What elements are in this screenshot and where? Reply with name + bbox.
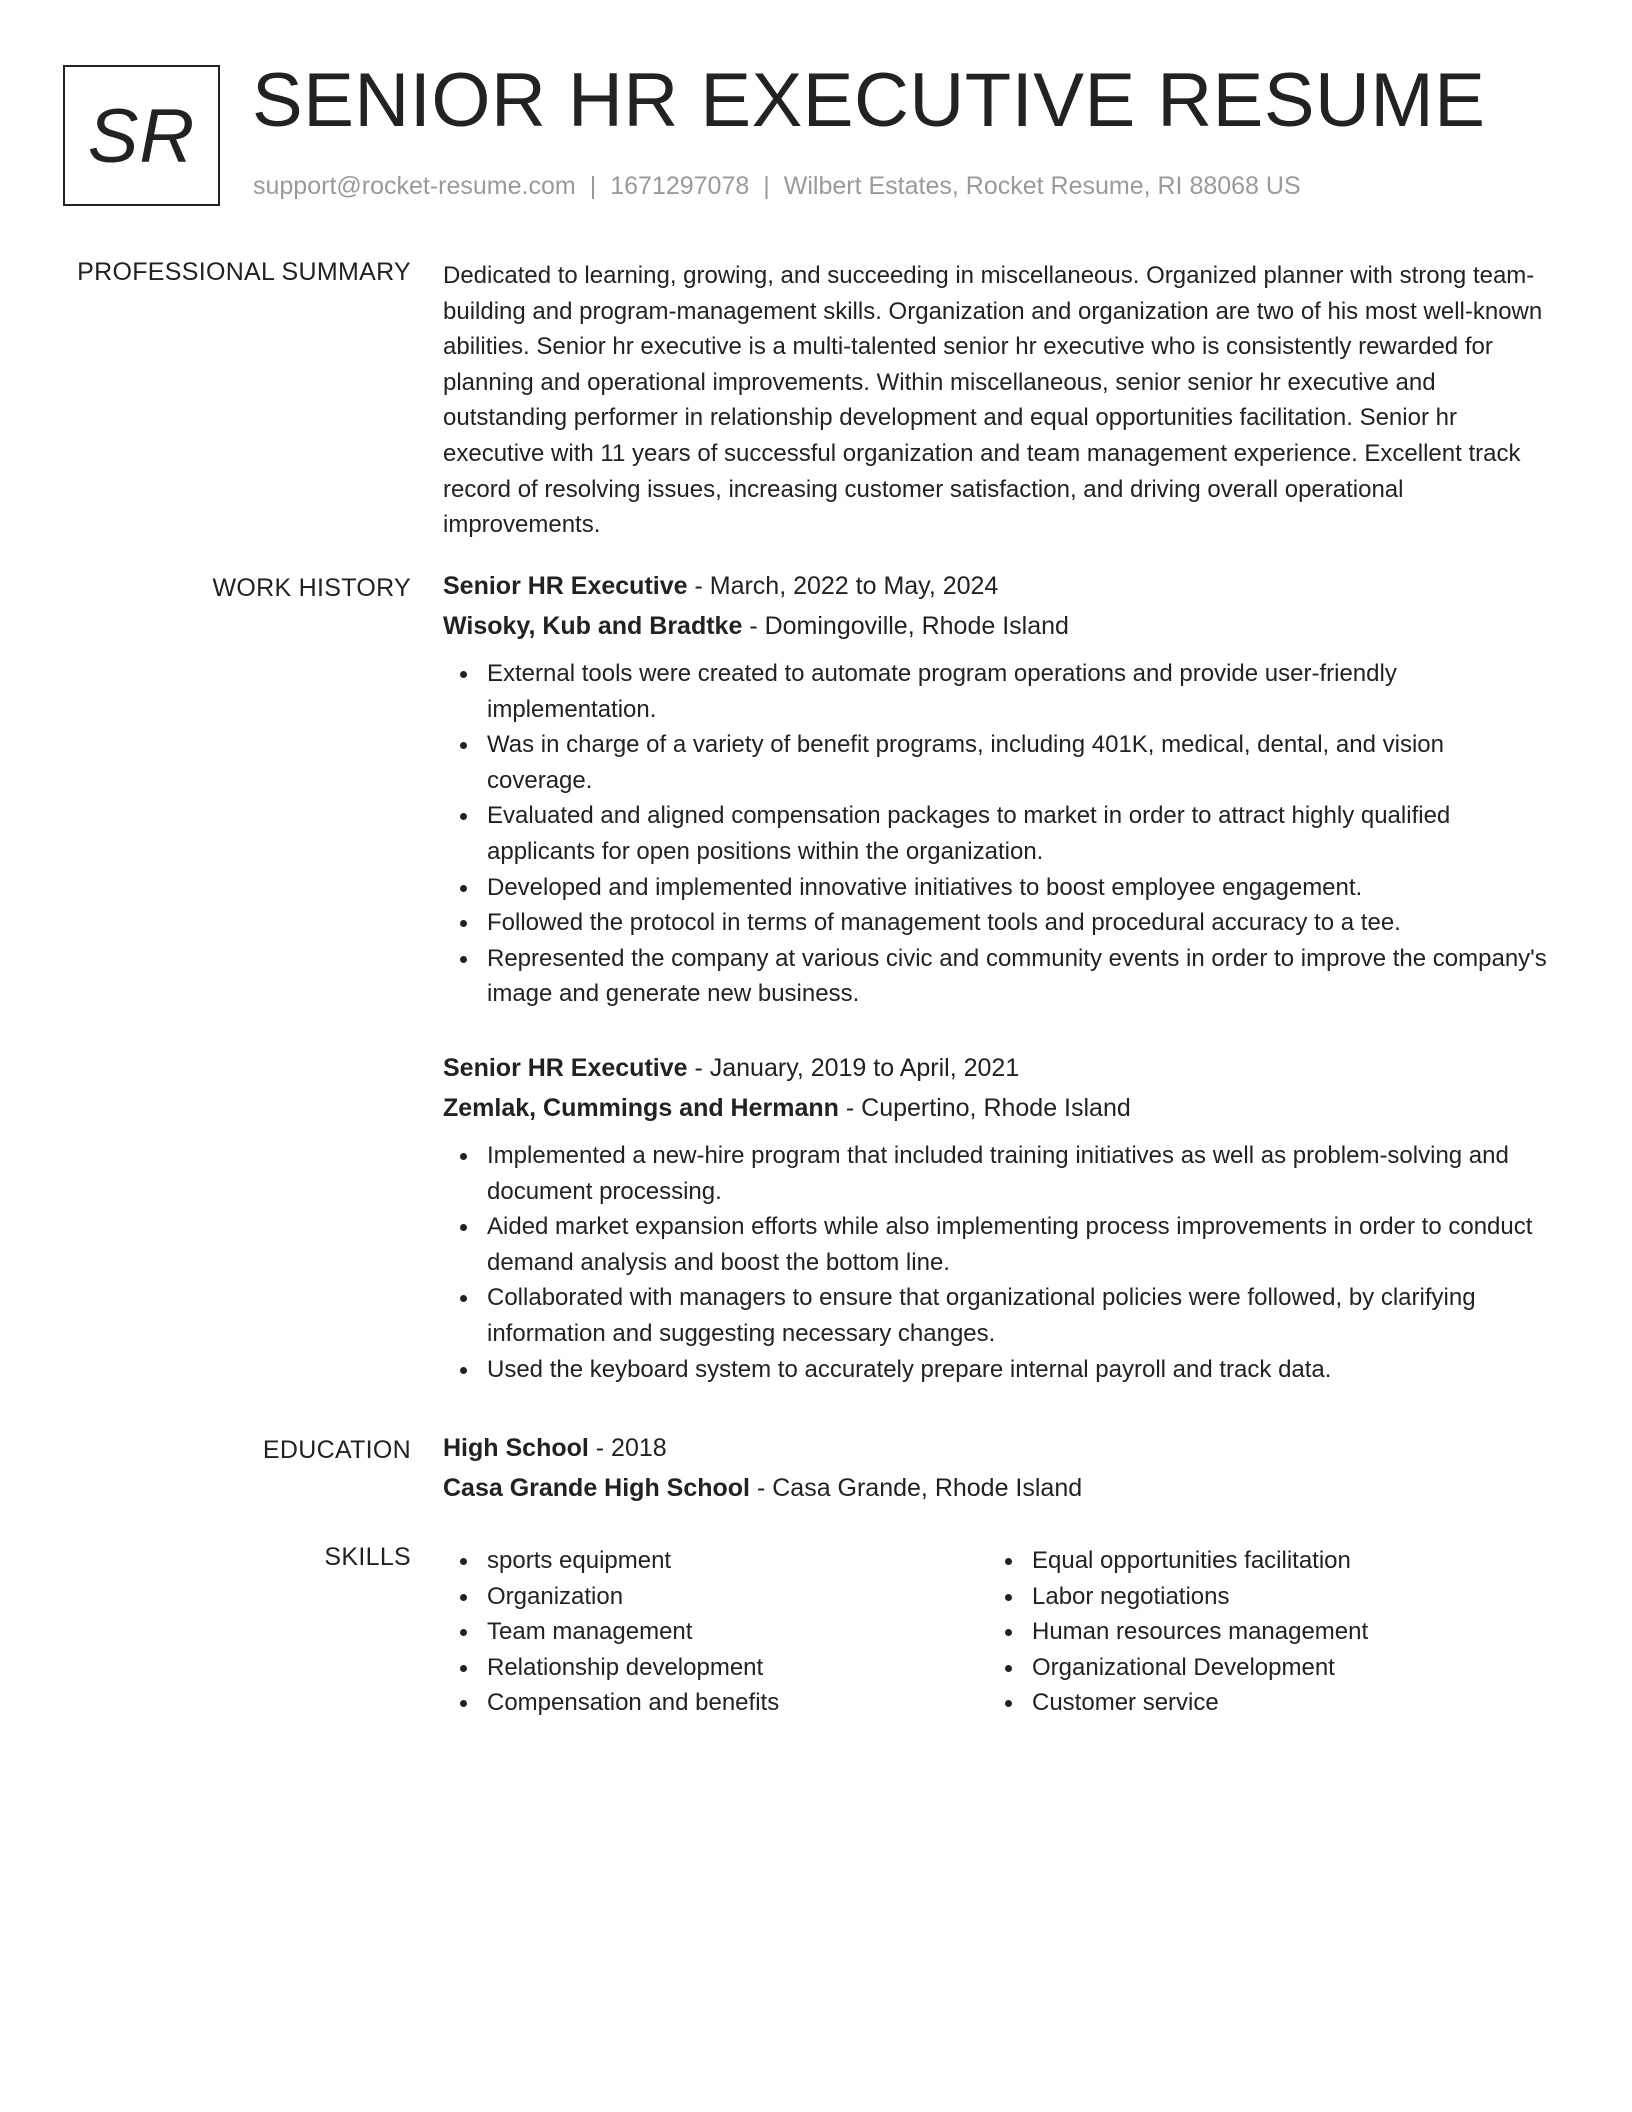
job-duties-list — [443, 1138, 1553, 1387]
education-degree-line — [443, 1428, 1553, 1468]
education-school: Casa Grande High School — [443, 1474, 751, 1502]
monogram-initials: SR — [87, 94, 196, 179]
skill-item: Customer service — [1032, 1685, 1548, 1721]
contact-separator: | — [763, 172, 770, 200]
resume-title: SENIOR HR EXECUTIVE RESUME — [252, 58, 1486, 143]
education-location: - Casa Grande, Rhode Island — [750, 1474, 1083, 1502]
summary-body — [443, 258, 1553, 543]
monogram-box — [63, 65, 220, 206]
skills-column-left — [443, 1543, 983, 1721]
job-duty: Aided market expansion efforts while also implementing process improvements in order to conduct demand analysis and boost the bottom line. — [487, 1209, 1553, 1280]
contact-separator: | — [589, 172, 597, 200]
job-company-line — [443, 606, 1553, 646]
skill-item: Equal opportunities facilitation — [1032, 1543, 1548, 1579]
job-entry — [443, 1048, 1553, 1387]
skills-list — [988, 1543, 1548, 1721]
skill-item: sports equipment — [487, 1543, 983, 1579]
job-company: Zemlak, Cummings and Hermann — [443, 1094, 839, 1122]
education-body — [443, 1428, 1553, 1508]
job-duty: Represented the company at various civic and community events in order to improve the company's image and generate new business. — [487, 941, 1553, 1012]
skill-item: Organization — [487, 1579, 983, 1615]
job-duty: External tools were created to automate program operations and provide user-friendly implementation. — [487, 656, 1553, 727]
job-title: Senior HR Executive — [443, 572, 688, 600]
education-degree: High School — [443, 1434, 589, 1462]
education-school-line — [443, 1468, 1553, 1508]
summary-heading: PROFESSIONAL SUMMARY — [77, 258, 411, 286]
job-title: Senior HR Executive — [443, 1054, 688, 1082]
job-title-line — [443, 1048, 1553, 1088]
skill-item: Relationship development — [487, 1650, 983, 1686]
education-heading: EDUCATION — [262, 1436, 411, 1464]
job-duties-list — [443, 656, 1553, 1012]
job-company: Wisoky, Kub and Bradtke — [443, 612, 743, 640]
job-location: - Cupertino, Rhode Island — [838, 1094, 1131, 1122]
job-duty: Collaborated with managers to ensure that organizational policies were followed, by clarifying information and suggesting necessary changes. — [487, 1280, 1553, 1351]
job-duty: Was in charge of a variety of benefit programs, including 401K, medical, dental, and vision coverage. — [487, 727, 1553, 798]
job-duty: Evaluated and aligned compensation packages to market in order to attract highly qualified applicants for open positions within the organization. — [487, 798, 1553, 869]
job-duty: Used the keyboard system to accurately prepare internal payroll and track data. — [487, 1352, 1553, 1388]
work-history-heading: WORK HISTORY — [212, 574, 411, 602]
job-dates: - January, 2019 to April, 2021 — [687, 1054, 1020, 1082]
education-year: - 2018 — [588, 1434, 667, 1462]
job-entry — [443, 566, 1553, 1012]
job-duty: Implemented a new-hire program that included training initiatives as well as problem-solving and document processing. — [487, 1138, 1553, 1209]
job-duty: Followed the protocol in terms of management tools and procedural accuracy to a tee. — [487, 905, 1553, 941]
skill-item: Organizational Development — [1032, 1650, 1548, 1686]
skills-list — [443, 1543, 983, 1721]
summary-text: Dedicated to learning, growing, and succeeding in miscellaneous. Organized planner with strong team-building and program-management skills. Organization and organization are two of his most well-known abilities. Senior hr executive is a multi-talented senior hr executive who is consistently rewarded for planning and operational improvements. Within miscellaneous, senior senior hr executive and outstanding performer in relationship development and equal opportunities facilitation. Senior hr executive with 11 years of successful organization and team management experience. Excellent track record of resolving issues, increasing customer satisfaction, and driving overall operational improvements. — [443, 262, 1543, 539]
skills-heading: SKILLS — [324, 1543, 411, 1571]
job-duty: Developed and implemented innovative initiatives to boost employee engagement. — [487, 870, 1553, 906]
skill-item: Compensation and benefits — [487, 1685, 983, 1721]
contact-phone: 1671297078 — [610, 172, 750, 200]
skill-item: Labor negotiations — [1032, 1579, 1548, 1615]
job-title-line — [443, 566, 1553, 606]
skills-column-right — [988, 1543, 1548, 1721]
job-company-line — [443, 1088, 1553, 1128]
skill-item: Human resources management — [1032, 1614, 1548, 1650]
contact-line — [253, 172, 1301, 201]
contact-email: support@rocket-resume.com — [253, 172, 576, 200]
skill-item: Team management — [487, 1614, 983, 1650]
contact-address: Wilbert Estates, Rocket Resume, RI 88068 US — [783, 172, 1301, 200]
job-dates: - March, 2022 to May, 2024 — [687, 572, 999, 600]
job-location: - Domingoville, Rhode Island — [742, 612, 1069, 640]
